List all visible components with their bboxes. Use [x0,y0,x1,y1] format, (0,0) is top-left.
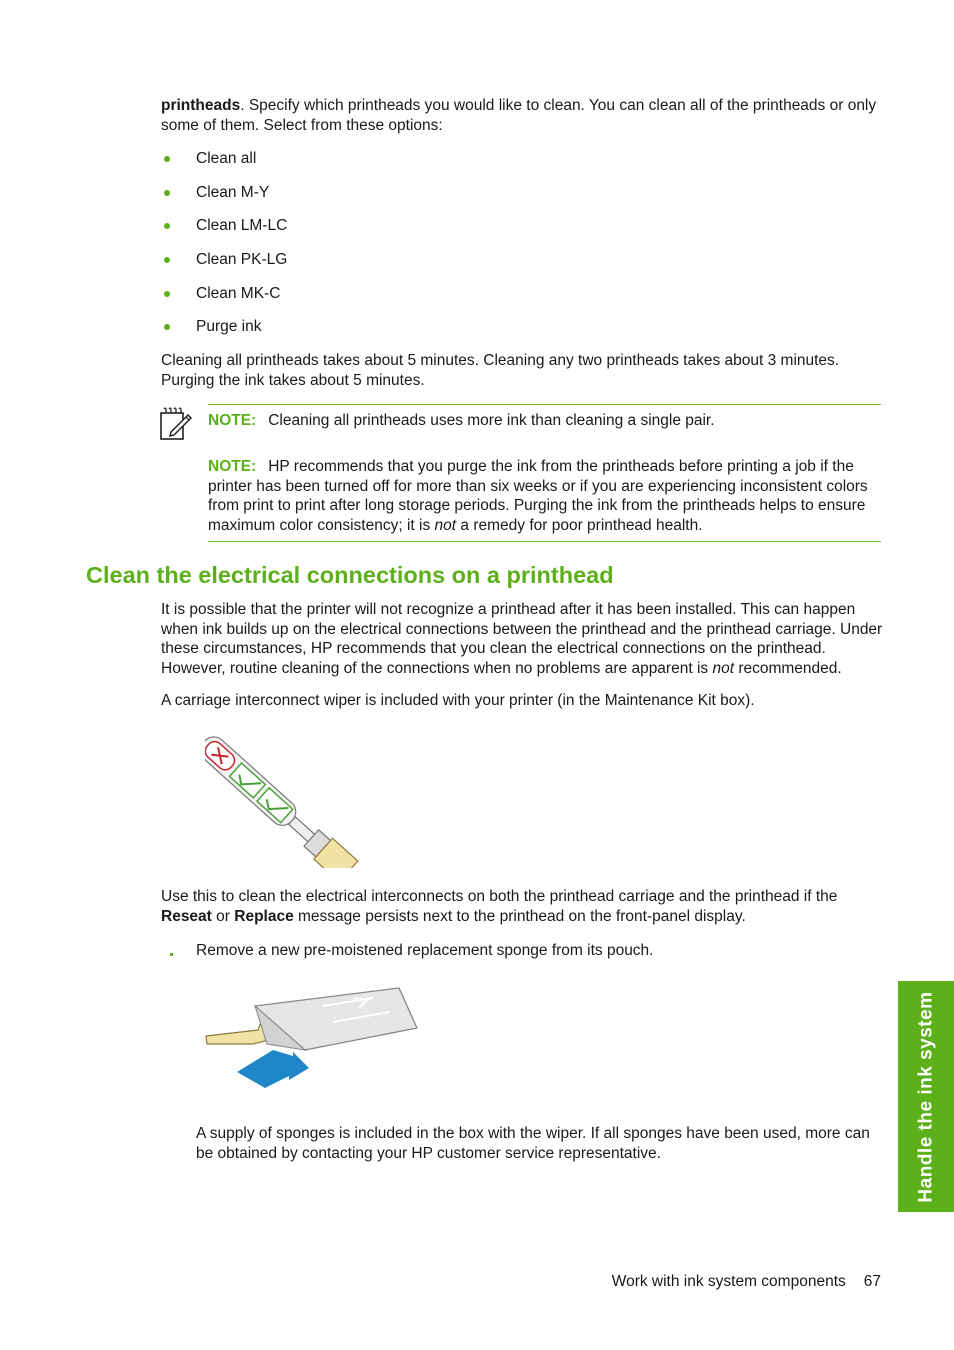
section-paragraph-3 [161,887,883,926]
section-heading: Clean the electrical connections on a printhead [86,562,614,588]
timing-paragraph: Cleaning all printheads takes about 5 minutes. Cleaning any two printheads takes about 3 minutes. Purging the ink takes about 5 minutes. [161,352,840,389]
note-label: NOTE: [208,458,257,475]
section-paragraph-1 [161,600,883,678]
note-icon [159,406,193,442]
p3-bold-reseat: Reseat [161,907,212,925]
intro-paragraph [161,96,883,135]
bullet-icon [164,324,170,330]
step-marker-icon [170,953,173,956]
note-label: NOTE: [208,412,257,429]
wiper-illustration [205,726,367,868]
p3-bold-replace: Replace [234,907,294,925]
bullet-icon [164,257,170,263]
option-label: Purge ink [196,318,262,335]
option-label: Clean M-Y [196,184,270,201]
note-1-text: Cleaning all printheads uses more ink than cleaning a single pair. [268,412,715,429]
p1-text-end: recommended. [734,659,842,677]
option-label: Clean PK-LG [196,251,288,268]
p1-emphasis: not [712,659,735,677]
footer-section-title: Work with ink system components [611,1273,846,1290]
option-label: Clean MK-C [196,285,281,302]
note-2 [208,457,881,535]
bullet-icon [164,190,170,196]
p3-text-end: message persists next to the printhead on the front-panel display. [293,907,746,925]
bullet-icon [164,291,170,297]
section-paragraph-2: A carriage interconnect wiper is included with your printer (in the Maintenance Kit box). [161,692,755,709]
note-top-rule [208,404,881,405]
bullet-icon [164,156,170,162]
note-2-text: HP recommends that you purge the ink from the printheads before printing a job if the printer has been turned off for more than six weeks or if you are experiencing inconsistent colors from print to print after long storage periods. Purging the ink from the printheads helps to ensure maximum color consistency; it is [208,458,868,534]
bullet-icon [164,223,170,229]
footer-page-number: 67 [863,1273,881,1290]
intro-text: . Specify which printheads you would like to clean. You can clean all of the printheads or only some of them. Select from these options: [161,97,877,134]
p3-or: or [211,907,235,925]
option-label: Clean LM-LC [196,217,288,234]
page-footer [560,1272,881,1292]
side-tab [898,981,954,1212]
note-1 [208,411,881,431]
step-1-note: A supply of sponges is included in the box with the wiper. If all sponges have been used, more can be obtained by contacting your HP customer service representative. [196,1125,870,1162]
note-2-emphasis: not [434,516,457,534]
step-item [161,941,883,961]
note-bottom-rule [208,541,881,542]
p3-text: Use this to clean the electrical interconnects on both the printhead carriage and the printhead if the [161,888,838,905]
p1-text: It is possible that the printer will not recognize a printhead after it has been installed. This can happen when ink builds up on the electrical connections between the printhead and the printhead carriage. Under these circumstances, HP recommends that you clean the electrical connections on the printhead. However, routine cleaning of the connections when no problems are apparent is [161,601,883,677]
option-label: Clean all [196,150,257,167]
intro-bold-term: printheads [161,97,241,114]
note-2-text-end: a remedy for poor printhead health. [456,516,703,534]
side-tab-label: Handle the ink system [915,990,937,1203]
step-1-text: Remove a new pre-moistened replacement sponge from its pouch. [196,942,654,959]
sponge-pouch-illustration [203,984,421,1094]
